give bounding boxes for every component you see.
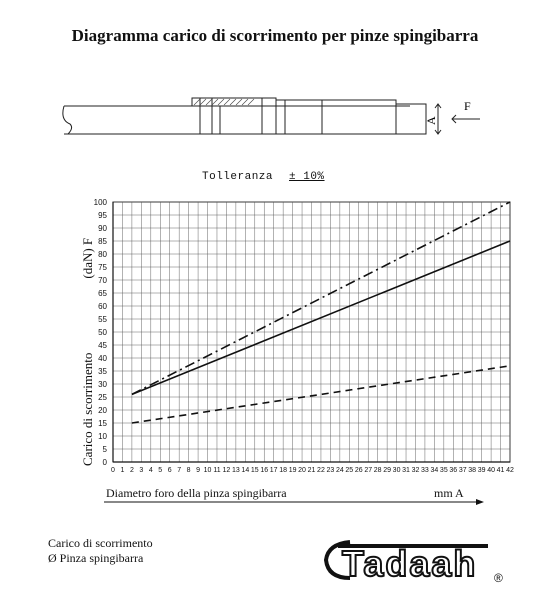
- legend-line-1: Carico di scorrimento: [48, 536, 153, 550]
- x-tick-label: 1: [120, 467, 125, 474]
- legend-note: [48, 536, 153, 566]
- y-tick-label: 75: [98, 263, 107, 272]
- x-tick-label: 7: [177, 467, 182, 474]
- x-tick-label: 26: [354, 467, 363, 474]
- x-axis-label: Diametro foro della pinza spingibarra: [106, 486, 287, 500]
- y-axis-label: Carico di scorrimento: [80, 352, 95, 466]
- x-tick-label: 15: [250, 467, 259, 474]
- svg-text:Tadaah: Tadaah: [342, 543, 478, 584]
- x-tick-label: 39: [477, 467, 486, 474]
- tolerance-note: [202, 171, 325, 183]
- x-tick-label: 25: [345, 467, 354, 474]
- x-tick-label: 5: [158, 467, 163, 474]
- y-tick-label: 100: [93, 198, 107, 207]
- x-tick-label: 20: [298, 467, 306, 474]
- x-tick-label: 27: [364, 467, 373, 474]
- x-tick-label: 13: [231, 467, 240, 474]
- x-tick-label: 16: [260, 467, 269, 474]
- x-tick-label: 41: [496, 467, 505, 474]
- y-tick-label: 55: [98, 315, 107, 324]
- x-tick-label: 11: [213, 467, 221, 474]
- x-tick-label: 28: [373, 467, 382, 474]
- x-tick-label: 30: [392, 467, 401, 474]
- x-tick-label: 2: [129, 467, 134, 474]
- x-tick-label: 18: [279, 467, 288, 474]
- x-tick-label: 0: [111, 467, 115, 474]
- x-tick-label: 3: [139, 467, 144, 474]
- x-tick-label: 37: [458, 467, 467, 474]
- x-tick-label: 23: [326, 467, 335, 474]
- y-tick-label: 65: [98, 289, 107, 298]
- x-tick-label: 42: [506, 467, 514, 474]
- y-tick-label: 70: [98, 276, 107, 285]
- y-tick-label: 50: [98, 328, 107, 337]
- x-tick-label: 40: [487, 467, 495, 474]
- y-tick-label: 10: [98, 432, 107, 441]
- x-tick-label: 12: [222, 467, 231, 474]
- x-tick-label: 32: [411, 467, 420, 474]
- svg-text:®: ®: [494, 571, 503, 584]
- load-chart: [60, 190, 520, 510]
- y-tick-label: 90: [98, 224, 107, 233]
- x-axis-arrow: [104, 498, 484, 506]
- x-tick-label: 38: [468, 467, 477, 474]
- y-tick-label: 95: [98, 211, 107, 220]
- legend-line-2: Ø Pinza spingibarra: [48, 551, 144, 565]
- page-title: Diagramma carico di scorrimento per pinze spingibarra: [71, 26, 479, 45]
- x-tick-label: 35: [439, 467, 448, 474]
- x-tick-label: 9: [196, 467, 201, 474]
- force-label: F: [464, 99, 471, 113]
- x-tick-label: 14: [241, 467, 250, 474]
- x-axis-unit: mm A: [434, 486, 464, 500]
- x-tick-label: 31: [402, 467, 410, 474]
- y-tick-label: 60: [98, 302, 107, 311]
- x-tick-label: 36: [449, 467, 458, 474]
- x-tick-label: 8: [186, 467, 191, 474]
- tadaah-logo: [320, 536, 510, 584]
- y-tick-label: 5: [102, 445, 107, 454]
- y-tick-label: 85: [98, 237, 107, 246]
- pusher-collet-sketch: [60, 88, 500, 148]
- x-tick-label: 6: [167, 467, 172, 474]
- x-tick-label: 34: [430, 467, 439, 474]
- y-tick-label: 20: [98, 406, 107, 415]
- x-tick-label: 17: [269, 467, 278, 474]
- x-tick-label: 33: [421, 467, 429, 474]
- y-tick-label: 0: [102, 458, 107, 467]
- dimension-label: A: [424, 116, 438, 125]
- x-tick-label: 29: [383, 467, 392, 474]
- y-tick-label: 35: [98, 367, 107, 376]
- x-tick-label: 4: [148, 467, 153, 474]
- tolerance-value: ± 10%: [289, 171, 325, 183]
- y-tick-label: 40: [98, 354, 107, 363]
- x-tick-label: 21: [307, 467, 316, 474]
- x-tick-label: 22: [317, 467, 325, 474]
- y-tick-label: 30: [98, 380, 107, 389]
- y-axis-title: [52, 200, 95, 480]
- y-axis-unit: (daN) F: [80, 237, 95, 279]
- tolerance-label: Tolleranza: [202, 171, 274, 183]
- x-tick-label: 24: [335, 467, 344, 474]
- y-tick-label: 15: [98, 419, 107, 428]
- x-tick-label: 10: [203, 467, 212, 474]
- y-tick-label: 25: [98, 393, 107, 402]
- x-tick-label: 19: [288, 467, 297, 474]
- y-tick-label: 80: [98, 250, 107, 259]
- y-tick-label: 45: [98, 341, 107, 350]
